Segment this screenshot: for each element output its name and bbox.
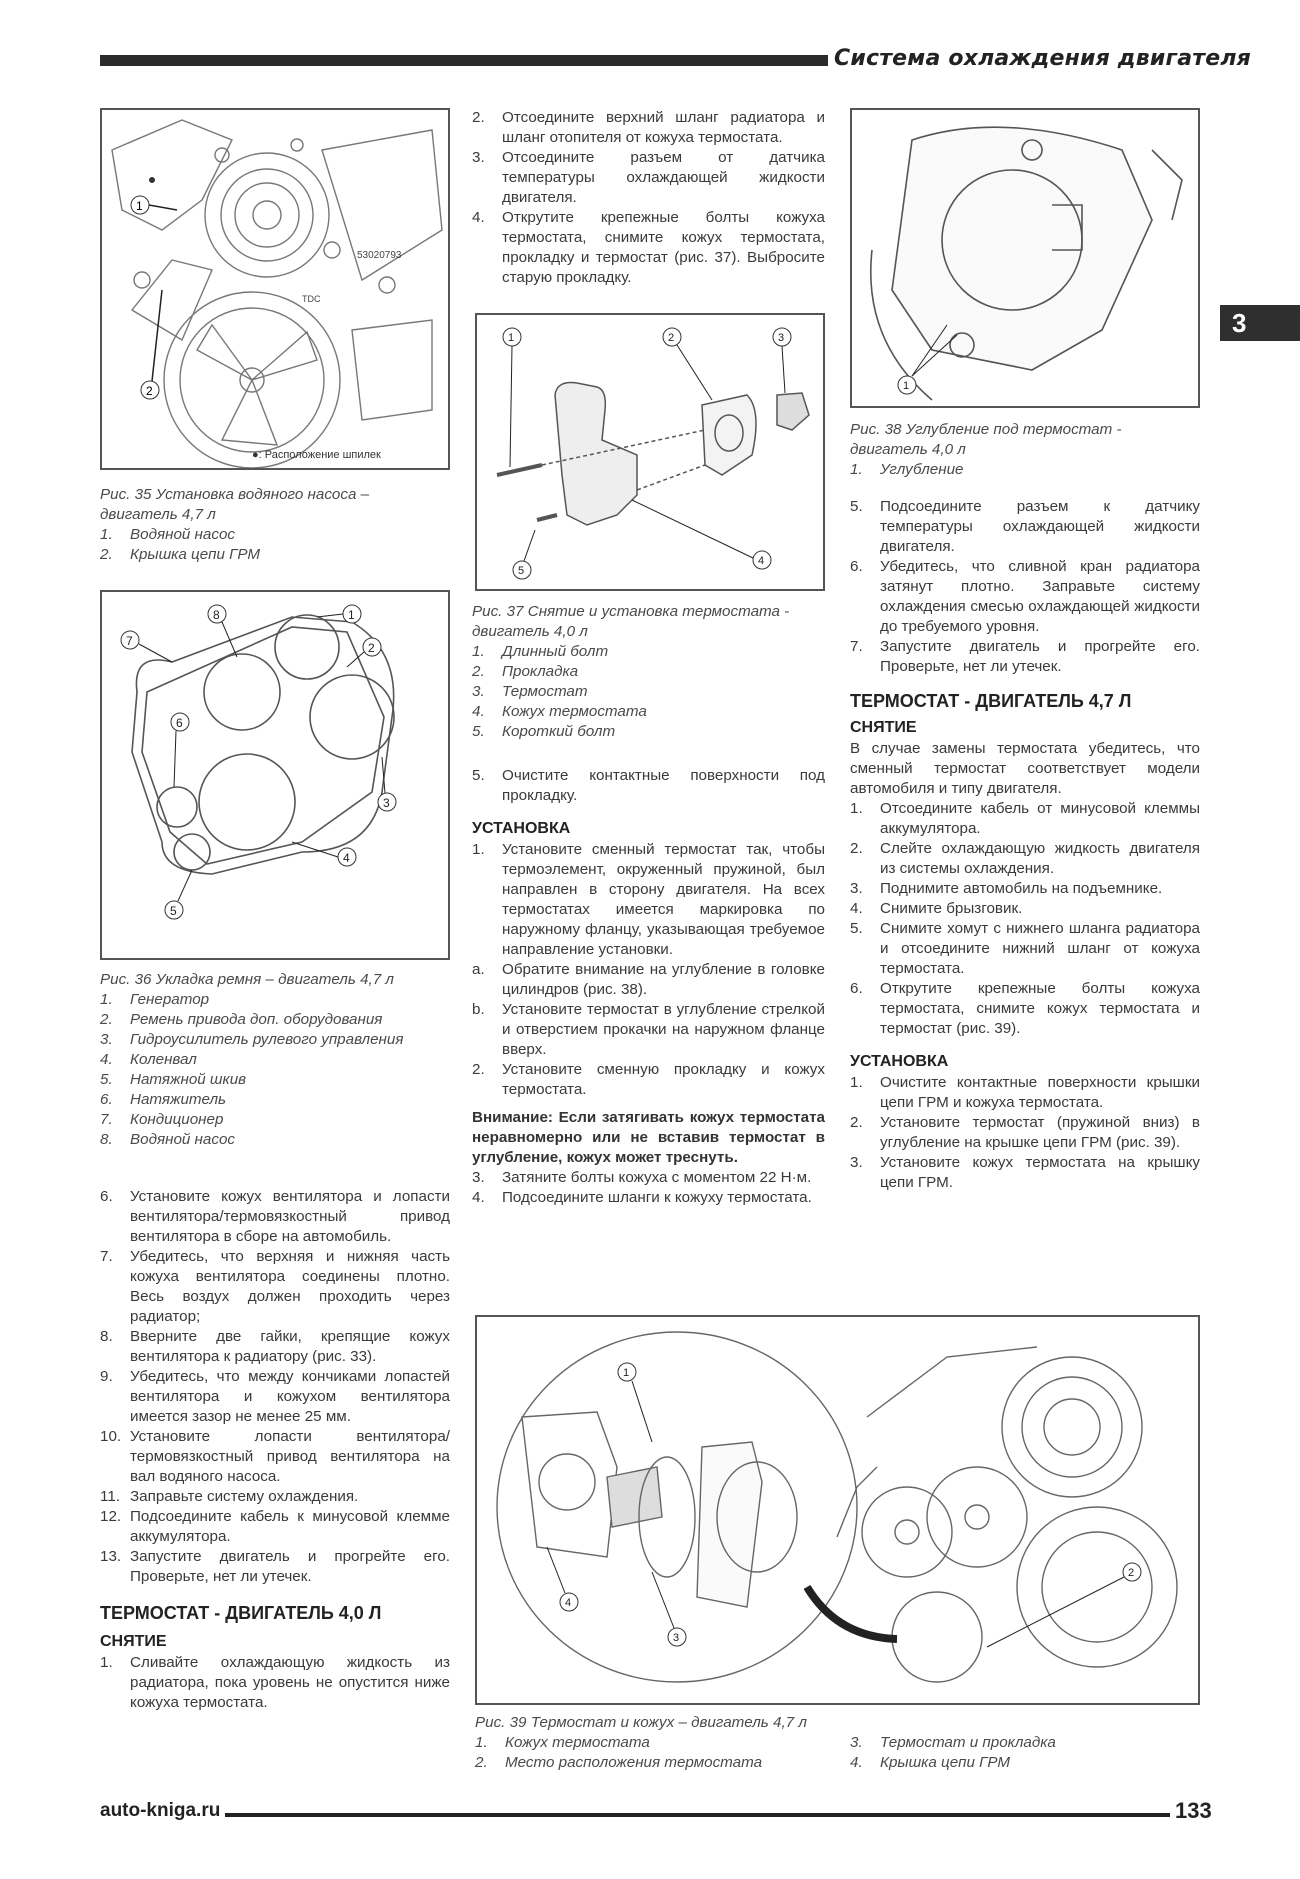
page-number: 133: [1175, 1798, 1212, 1823]
step: 9. Убедитесь, что между кончиками лопастей вентилятора и кожухом вентилятора имеется зазор не менее 25 мм.: [100, 1368, 450, 1425]
callout-6: [171, 713, 189, 787]
removal-steps-cont: [472, 108, 825, 288]
figure-39-caption: [475, 1713, 1200, 1773]
figure-36: [100, 590, 450, 960]
callout-3: [652, 1572, 686, 1646]
svg-text:1: 1: [136, 199, 143, 213]
stud-legend: ●: Расположение шпилек: [252, 449, 381, 461]
thermostat-exploded-illustration: [477, 315, 823, 589]
step: a. Обратите внимание на углубление в головке цилиндров (рис. 38).: [472, 961, 825, 998]
step: 4. Снимите брызговик.: [850, 900, 1023, 917]
fan-install-steps: [100, 1187, 450, 1713]
figure-36-caption: [100, 970, 450, 1150]
svg-text:2: 2: [146, 384, 153, 398]
thermostat-recess-illustration: [852, 110, 1198, 406]
callout-5: [513, 530, 535, 579]
callout-2: [663, 328, 712, 400]
step: 2. Отсоедините верхний шланг радиатора и шланг отопителя от кожуха термостата.: [472, 109, 825, 146]
callout-5: [165, 870, 192, 919]
legend-item: 5. Натяжной шкив: [100, 1071, 247, 1088]
step: 1. Установите сменный термостат так, чтобы термоэлемент, окруженный пружиной, был направлен в сторону двигателя. На всех термостатах имеется маркировка по наружному фланцу, указывающая требуемое направление установки.: [472, 841, 825, 958]
svg-text:3: 3: [383, 796, 390, 810]
caption-title: Рис. 39 Термостат и кожух – двигатель 4,7 л: [475, 1714, 807, 1731]
svg-text:1: 1: [903, 380, 910, 392]
svg-text:3: 3: [673, 1632, 680, 1644]
belt-routing-illustration: [102, 592, 448, 958]
step: 3. Поднимите автомобиль на подъемнике.: [850, 880, 1163, 897]
legend-item: 8. Водяной насос: [100, 1131, 235, 1148]
svg-text:7: 7: [126, 634, 133, 648]
step: 7. Запустите двигатель и прогрейте его. Проверьте, нет ли утечек.: [850, 638, 1200, 675]
step: 12. Подсоедините кабель к минусовой клемме аккумулятора.: [100, 1508, 450, 1545]
callout-1: [618, 1363, 652, 1442]
callout-8: [208, 605, 237, 657]
svg-text:2: 2: [368, 641, 375, 655]
caption-title: Рис. 36 Укладка ремня – двигатель 4,7 л: [100, 971, 394, 988]
legend-item: 4. Крышка цепи ГРМ: [850, 1754, 1011, 1771]
step: 8. Вверните две гайки, крепящие кожух вентилятора к радиатору (рис. 33).: [100, 1328, 450, 1365]
legend-item: 5. Короткий болт: [472, 723, 616, 740]
section-heading-4-0: ТЕРМОСТАТ - ДВИГАТЕЛЬ 4,0 Л: [100, 1603, 382, 1623]
callout-1: [131, 196, 177, 214]
callout-2: [141, 290, 162, 399]
figure-37-caption: [472, 602, 825, 742]
svg-text:1: 1: [508, 332, 515, 344]
svg-text:1: 1: [623, 1367, 630, 1379]
callout-7: [121, 631, 172, 662]
svg-text:1: 1: [348, 608, 355, 622]
chapter-title: Система охлаждения двигателя: [834, 46, 1251, 71]
install-4-0: [472, 766, 825, 1208]
legend-item: 2. Ремень привода доп. оборудования: [100, 1011, 383, 1028]
step: 1. Сливайте охлаждающую жидкость из радиатора, пока уровень не опустится ниже кожуха термостата.: [100, 1654, 450, 1711]
callout-4: [632, 500, 771, 569]
legend-item: 1. Генератор: [100, 991, 210, 1008]
legend-item: 4. Коленвал: [100, 1051, 197, 1068]
figure-38: [850, 108, 1200, 408]
step: 5. Снимите хомут с нижнего шланга радиатора и отсоедините нижний шланг от кожуха термостата.: [850, 920, 1200, 977]
subheading-removal: СНЯТИЕ: [850, 719, 917, 736]
svg-text:8: 8: [213, 608, 220, 622]
svg-text:4: 4: [565, 1597, 572, 1609]
step: 1. Отсоедините кабель от минусовой клеммы аккумулятора.: [850, 800, 1200, 837]
svg-text:6: 6: [176, 716, 183, 730]
legend-item: 4. Кожух термостата: [472, 703, 647, 720]
svg-text:5: 5: [518, 565, 525, 577]
legend-item: 7. Кондиционер: [100, 1111, 224, 1128]
svg-text:2: 2: [1128, 1567, 1135, 1579]
caption-title: Рис. 35 Установка водяного насоса – двигатель 4,7 л: [100, 486, 370, 523]
legend-item: 6. Натяжитель: [100, 1091, 227, 1108]
final-steps-4-0: [850, 497, 1200, 1193]
subheading-install: УСТАНОВКА: [850, 1053, 949, 1070]
figure-35-caption: [100, 485, 450, 565]
figure-35: [100, 108, 450, 470]
step: 13. Запустите двигатель и прогрейте его. Проверьте, нет ли утечек.: [100, 1548, 450, 1585]
svg-text:5: 5: [170, 904, 177, 918]
caption-title: Рис. 37 Снятие и установка термостата - двигатель 4,0 л: [472, 603, 790, 640]
legend-item: 3. Термостат: [472, 683, 588, 700]
caption-title: Рис. 38 Углубление под термостат - двигатель 4,0 л: [850, 421, 1122, 458]
water-pump-illustration: [102, 110, 448, 468]
step: 3. Отсоедините разъем от датчика температуры охлаждающей жидкости двигателя.: [472, 149, 825, 206]
legend-item: 1. Кожух термостата: [475, 1734, 650, 1751]
step: 2. Установите сменную прокладку и кожух термостата.: [472, 1061, 825, 1098]
legend-item: 2. Прокладка: [472, 663, 579, 680]
legend-item: 1. Длинный болт: [472, 643, 609, 660]
intro-text: В случае замены термостата убедитесь, что сменный термостат соответствует модели автомобиля и типу двигателя.: [850, 740, 1200, 797]
tdc-label: TDC: [302, 294, 321, 304]
step: 5. Очистите контактные поверхности под прокладку.: [472, 767, 825, 804]
legend-item: 1. Водяной насос: [100, 526, 235, 543]
figure-37: [475, 313, 825, 591]
legend-item: 2. Место расположения термостата: [475, 1754, 763, 1771]
svg-text:4: 4: [343, 851, 350, 865]
step: 6. Убедитесь, что сливной кран радиатора затянут плотно. Заправьте систему охлаждения смесью охлаждающей жидкости до требуемого уровня.: [850, 558, 1200, 635]
callout-4: [292, 842, 356, 866]
subheading-install: УСТАНОВКА: [472, 820, 571, 837]
callout-3: [773, 328, 791, 393]
step: 7. Убедитесь, что верхняя и нижняя часть кожуха вентилятора соединены плотно. Весь воздух должен проходить через радиатор;: [100, 1248, 450, 1325]
callout-4: [547, 1547, 578, 1611]
legend-item: 1. Углубление: [850, 461, 964, 478]
step: 3. Установите кожух термостата на крышку цепи ГРМ.: [850, 1154, 1200, 1191]
header-bar: [100, 55, 828, 66]
section-heading-4-7: ТЕРМОСТАТ - ДВИГАТЕЛЬ 4,7 Л: [850, 691, 1132, 711]
callout-3: [378, 757, 396, 811]
legend-item: 2. Крышка цепи ГРМ: [100, 546, 261, 563]
step: b. Установите термостат в углубление стрелкой и отверстием прокачки на наружном фланце вверх.: [472, 1001, 825, 1058]
svg-text:2: 2: [668, 332, 675, 344]
footer-site: auto-kniga.ru: [100, 1800, 221, 1821]
step: 3. Затяните болты кожуха с моментом 22 Н·м.: [472, 1169, 812, 1186]
thermostat-housing-4-7-illustration: [477, 1317, 1198, 1703]
step: 4. Подсоедините шланги к кожуху термостата.: [472, 1189, 812, 1206]
figure-38-caption: [850, 420, 1200, 480]
step: 6. Открутите крепежные болты кожуха термостата, снимите кожух термостата и термостат (рис. 39).: [850, 980, 1200, 1037]
legend-item: 3. Термостат и прокладка: [850, 1734, 1056, 1751]
step: 6. Установите кожух вентилятора и лопасти вентилятора/термовязкостный привод вентилятора в сборе на автомобиль.: [100, 1188, 450, 1245]
svg-text:3: 3: [778, 332, 785, 344]
step: 1. Очистите контактные поверхности крышки цепи ГРМ и кожуха термостата.: [850, 1074, 1200, 1111]
step: 5. Подсоедините разъем к датчику температуры охлаждающей жидкости двигателя.: [850, 498, 1200, 555]
warning-note: Внимание: Если затягивать кожух термостата неравномерно или не вставив термостат в углубление, кожух может треснуть.: [472, 1109, 825, 1166]
step: 11. Заправьте систему охлаждения.: [100, 1488, 359, 1505]
step: 2. Установите термостат (пружиной вниз) в углубление на крышке цепи ГРМ (рис. 39).: [850, 1114, 1200, 1151]
callout-2: [987, 1563, 1141, 1647]
step: 2. Слейте охлаждающую жидкость двигателя из системы охлаждения.: [850, 840, 1200, 877]
step: 4. Открутите крепежные болты кожуха термостата, снимите кожух термостата, прокладку и термостат (рис. 37). Выбросите старую прокладку.: [472, 209, 825, 286]
subheading-removal: СНЯТИЕ: [100, 1633, 167, 1650]
svg-text:4: 4: [758, 555, 765, 567]
footer-rule: [225, 1813, 1170, 1817]
part-code: 53020793: [357, 250, 402, 261]
legend-item: 3. Гидроусилитель рулевого управления: [100, 1031, 404, 1048]
step: 10. Установите лопасти вентилятора/термовязкостный привод вентилятора на вал водяного насоса.: [100, 1428, 450, 1485]
chapter-tab: 3: [1220, 305, 1300, 341]
figure-39: [475, 1315, 1200, 1705]
callout-1: [503, 328, 521, 467]
